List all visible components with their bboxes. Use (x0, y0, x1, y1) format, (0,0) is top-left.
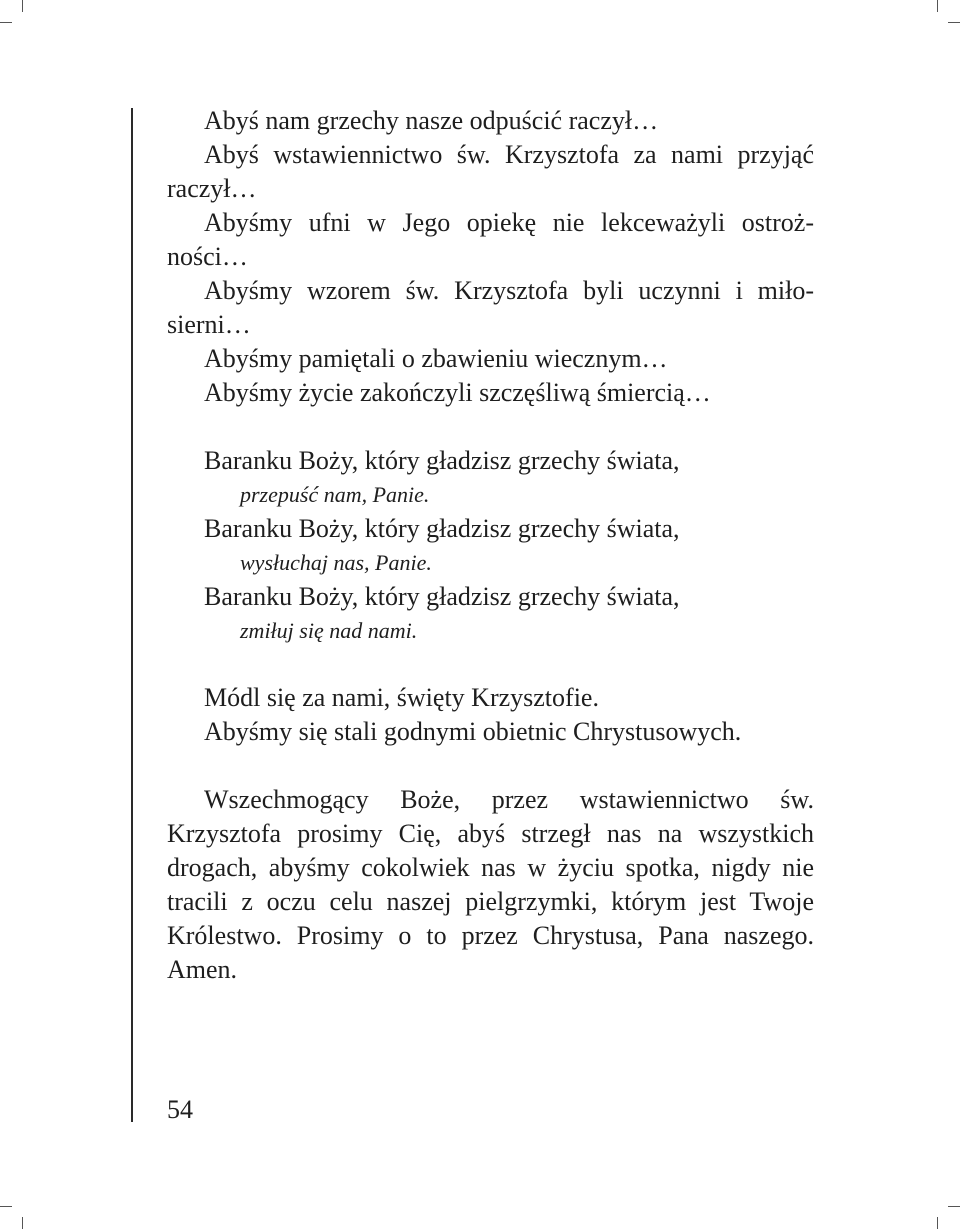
crop-mark-top (948, 22, 960, 23)
crop-mark-bottom (948, 1206, 960, 1207)
litany-line: Abyśmy ufni w Jego opiekę nie lekceważyli ostroż- (204, 208, 814, 237)
prayer-line: drogach, abyśmy cokolwiek nas w życiu spotka, nigdy nie (167, 853, 814, 882)
crop-mark-top (0, 22, 12, 23)
litany-line: ności… (167, 242, 248, 271)
agnus-invocation: Baranku Boży, który gładzisz grzechy świata, (204, 514, 680, 543)
litany-line: Abyśmy pamiętali o zbawieniu wiecznym… (204, 344, 668, 373)
litany-line: Abyś nam grzechy nasze odpuścić raczył… (204, 106, 659, 135)
page-number: 54 (167, 1095, 193, 1124)
litany-line: Abyśmy wzorem św. Krzysztofa byli uczynni i miło- (204, 276, 814, 305)
litany-line: raczył… (167, 174, 257, 203)
litany-line: sierni… (167, 310, 251, 339)
versicle-line: Módl się za nami, święty Krzysztofie. (204, 683, 599, 712)
crop-mark-bottom (937, 1217, 938, 1229)
crop-mark-top (937, 0, 938, 12)
crop-mark-bottom (22, 1217, 23, 1229)
prayer-line: Wszechmogący Boże, przez wstawiennictwo św. (204, 785, 814, 814)
prayer-line: Krzysztofa prosimy Cię, abyś strzegł nas na wszystkich (167, 819, 814, 848)
agnus-invocation: Baranku Boży, który gładzisz grzechy świata, (204, 582, 680, 611)
versicle-line: Abyśmy się stali godnymi obietnic Chrystusowych. (204, 717, 742, 746)
crop-mark-bottom (0, 1206, 12, 1207)
agnus-response: zmiłuj się nad nami. (240, 618, 418, 643)
crop-mark-top (22, 0, 23, 12)
prayer-line: Królestwo. Prosimy o to przez Chrystusa, Pana naszego. (167, 921, 814, 950)
litany-line: Abyś wstawiennictwo św. Krzysztofa za nami przyjąć (204, 140, 814, 169)
margin-rule (131, 108, 133, 1122)
litany-line: Abyśmy życie zakończyli szczęśliwą śmiercią… (204, 378, 711, 407)
agnus-response: wysłuchaj nas, Panie. (240, 550, 432, 575)
prayer-line: Amen. (167, 955, 238, 984)
prayer-line: tracili z oczu celu naszej pielgrzymki, którym jest Twoje (167, 887, 814, 916)
agnus-response: przepuść nam, Panie. (240, 482, 430, 507)
agnus-invocation: Baranku Boży, który gładzisz grzechy świata, (204, 446, 680, 475)
